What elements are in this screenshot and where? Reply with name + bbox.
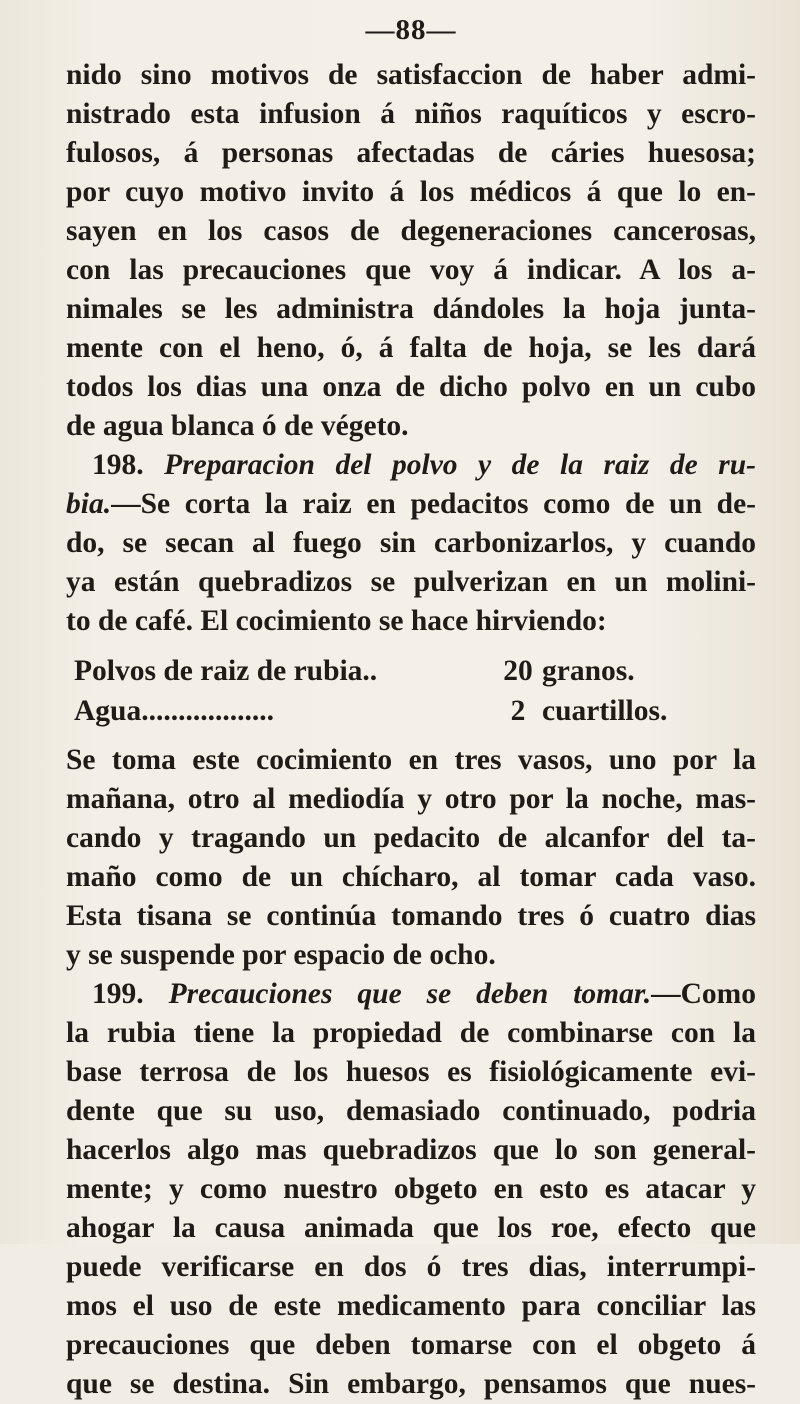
- section-title: Preparacion del polvo y de la raiz de ru-: [164, 449, 756, 481]
- text-line: Esta tisana se continúa tomando tres ó cuatro dias: [66, 900, 756, 932]
- recipe-row: [74, 651, 756, 691]
- text-line: fulosos, á personas afectadas de cáries huesosa;: [66, 137, 756, 169]
- section-text: —Se corta la raiz en pedacitos como de un de-: [111, 488, 756, 520]
- text-line: nimales se les administra dándoles la hoja junta-: [66, 293, 756, 325]
- text-line: do, se secan al fuego sin carbonizarlos, y cuando: [66, 527, 756, 559]
- section-number: 198.: [92, 449, 144, 481]
- text-line: mañana, otro al mediodía y otro por la noche, mas-: [66, 783, 756, 815]
- text-line: dente que su uso, demasiado continuado, podria: [66, 1095, 756, 1127]
- section-199: [66, 975, 756, 1404]
- section-198: [66, 446, 756, 641]
- ingredient-quantity: 2: [510, 695, 526, 727]
- ingredient-name: Agua..................: [74, 695, 274, 727]
- page-number: —88—: [365, 14, 457, 46]
- text-line: sayen en los casos de degeneraciones cancerosas,: [66, 215, 756, 247]
- text-line: todos los dias una onza de dicho polvo en un cubo: [66, 371, 756, 403]
- text-line: puede verificarse en dos ó tres dias, interrumpi-: [66, 1251, 756, 1283]
- text-line: mente; y como nuestro obgeto en esto es atacar y: [66, 1173, 756, 1205]
- text-line: mos el uso de este medicamento para conciliar las: [66, 1290, 756, 1322]
- text-line: cando y tragando un pedacito de alcanfor del ta-: [66, 822, 756, 854]
- text-line: con las precauciones que voy á indicar. A los a-: [66, 254, 756, 286]
- text-line: nido sino motivos de satisfaccion de haber admi-: [66, 59, 756, 91]
- section-text: —Como: [651, 978, 756, 1010]
- section-title-end: bia.: [66, 488, 112, 520]
- text-line: por cuyo motivo invito á los médicos á que lo en-: [66, 176, 756, 208]
- section-number: 199.: [92, 978, 144, 1010]
- text-line: nistrado esta infusion á niños raquíticos y escro-: [66, 98, 756, 130]
- text-line: base terrosa de los huesos es fisiológicamente evi-: [66, 1056, 756, 1088]
- section-heading-line: [66, 975, 756, 1014]
- ingredient-unit: granos.: [542, 655, 635, 687]
- text-line: ya están quebradizos se pulverizan en un molini-: [66, 566, 756, 598]
- text-line: de agua blanca ó de végeto.: [66, 410, 409, 442]
- text-line: ahogar la causa animada que los roe, efecto que: [66, 1212, 756, 1244]
- text-line: Se toma este cocimiento en tres vasos, uno por la: [66, 744, 756, 776]
- text-line: y se suspende por espacio de ocho.: [66, 939, 496, 971]
- text-line: hacerlos algo mas quebradizos que lo son general-: [66, 1134, 756, 1166]
- ingredient-unit: cuartillos.: [542, 695, 668, 727]
- recipe-row: [74, 691, 756, 731]
- text-line: [66, 485, 756, 524]
- text-line: to de café. El cocimiento se hace hirviendo:: [66, 605, 607, 637]
- text-line: precauciones que deben tomarse con el obgeto á: [66, 1329, 756, 1361]
- text-line: la rubia tiene la propiedad de combinarse con la: [66, 1017, 756, 1049]
- text-line: maño como de un chícharo, al tomar cada vaso.: [66, 861, 756, 893]
- text-line: mente con el heno, ó, á falta de hoja, se les dará: [66, 332, 756, 364]
- recipe-table: [66, 651, 756, 731]
- ingredient-quantity: 20: [503, 655, 533, 687]
- section-title: Precauciones que se deben tomar.: [168, 978, 652, 1010]
- section-heading-line: [66, 446, 756, 485]
- paragraph-continuation: [66, 56, 756, 446]
- paragraph-dosage: [66, 741, 756, 975]
- text-line: que se destina. Sin embargo, pensamos que nues-: [66, 1368, 756, 1400]
- ingredient-name: Polvos de raiz de rubia..: [74, 655, 378, 687]
